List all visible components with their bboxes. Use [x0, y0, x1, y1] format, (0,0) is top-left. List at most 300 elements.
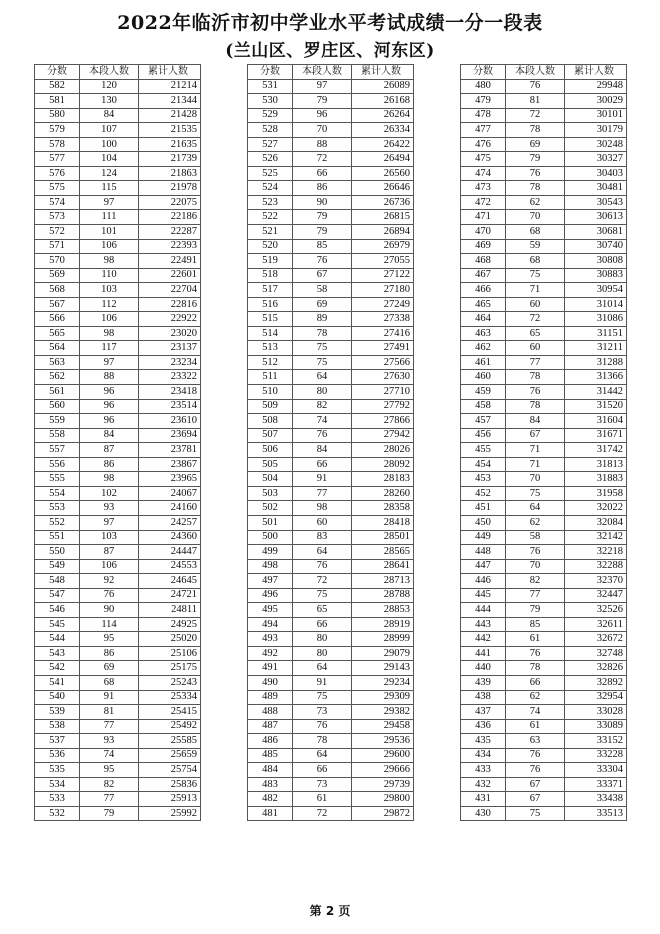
score-cell: 579: [35, 123, 80, 138]
table-row: [35, 210, 201, 225]
cumulative-count-cell: 28713: [352, 574, 414, 589]
segment-count-cell: 78: [506, 181, 565, 196]
segment-count-cell: 72: [293, 806, 352, 821]
table-row: [461, 486, 627, 501]
table-row: [461, 268, 627, 283]
table-row: [248, 152, 414, 167]
score-cell: 431: [461, 792, 506, 807]
table-row: [35, 545, 201, 560]
cumulative-count-cell: 31883: [565, 472, 627, 487]
score-cell: 457: [461, 414, 506, 429]
segment-count-cell: 67: [506, 792, 565, 807]
cumulative-count-cell: 28999: [352, 632, 414, 647]
score-cell: 576: [35, 166, 80, 181]
table-row: [461, 428, 627, 443]
cumulative-count-cell: 22922: [139, 312, 201, 327]
table-row: [248, 545, 414, 560]
table-row: [248, 283, 414, 298]
table-row: [248, 763, 414, 778]
segment-count-cell: 59: [506, 239, 565, 254]
table-row: [35, 268, 201, 283]
cumulative-count-cell: 22601: [139, 268, 201, 283]
segment-count-cell: 85: [293, 239, 352, 254]
table-row: [461, 617, 627, 632]
score-cell: 448: [461, 545, 506, 560]
cumulative-count-cell: 30481: [565, 181, 627, 196]
cumulative-count-cell: 24645: [139, 574, 201, 589]
table-row: [35, 603, 201, 618]
score-cell: 430: [461, 806, 506, 821]
segment-count-cell: 89: [293, 312, 352, 327]
segment-count-cell: 60: [506, 341, 565, 356]
score-cell: 502: [248, 501, 293, 516]
segment-count-cell: 79: [506, 603, 565, 618]
table-row: [461, 283, 627, 298]
segment-count-cell: 98: [80, 254, 139, 269]
score-cell: 560: [35, 399, 80, 414]
segment-count-cell: 130: [80, 94, 139, 109]
table-row: [35, 690, 201, 705]
segment-count-cell: 61: [506, 719, 565, 734]
cumulative-count-cell: 32672: [565, 632, 627, 647]
table-row: [461, 661, 627, 676]
segment-count-cell: 76: [506, 385, 565, 400]
segment-count-cell: 68: [506, 225, 565, 240]
score-cell: 575: [35, 181, 80, 196]
score-cell: 437: [461, 705, 506, 720]
score-cell: 541: [35, 675, 80, 690]
segment-count-cell: 82: [80, 777, 139, 792]
score-cell: 537: [35, 734, 80, 749]
score-cell: 552: [35, 515, 80, 530]
score-cell: 497: [248, 574, 293, 589]
cumulative-count-cell: 27416: [352, 326, 414, 341]
table-row: [35, 443, 201, 458]
segment-count-cell: 96: [293, 108, 352, 123]
table-row: [35, 705, 201, 720]
table-row: [248, 792, 414, 807]
table-row: [248, 385, 414, 400]
table-row: [461, 225, 627, 240]
table-row: [35, 239, 201, 254]
table-body: [35, 79, 201, 821]
score-cell: 559: [35, 414, 80, 429]
segment-count-cell: 75: [506, 268, 565, 283]
score-cell: 555: [35, 472, 80, 487]
cumulative-count-cell: 31288: [565, 355, 627, 370]
score-cell: 472: [461, 195, 506, 210]
segment-count-cell: 62: [506, 690, 565, 705]
cumulative-count-cell: 26264: [352, 108, 414, 123]
score-cell: 480: [461, 79, 506, 94]
cumulative-count-cell: 28026: [352, 443, 414, 458]
table-row: [248, 225, 414, 240]
segment-count-cell: 61: [293, 792, 352, 807]
table-row: [461, 166, 627, 181]
score-cell: 447: [461, 559, 506, 574]
segment-count-cell: 82: [506, 574, 565, 589]
table-row: [35, 123, 201, 138]
score-cell: 500: [248, 530, 293, 545]
table-row: [35, 472, 201, 487]
segment-count-cell: 97: [80, 515, 139, 530]
score-cell: 553: [35, 501, 80, 516]
cumulative-count-cell: 25415: [139, 705, 201, 720]
table-row: [248, 297, 414, 312]
table-row: [461, 312, 627, 327]
segment-count-cell: 76: [506, 79, 565, 94]
segment-count-cell: 90: [80, 603, 139, 618]
header-cumulative-count: 累计人数: [565, 65, 627, 80]
table-row: [461, 574, 627, 589]
cumulative-count-cell: 33304: [565, 763, 627, 778]
segment-count-cell: 76: [80, 588, 139, 603]
cumulative-count-cell: 24447: [139, 545, 201, 560]
score-cell: 546: [35, 603, 80, 618]
cumulative-count-cell: 26815: [352, 210, 414, 225]
table-row: [35, 574, 201, 589]
cumulative-count-cell: 28183: [352, 472, 414, 487]
score-cell: 436: [461, 719, 506, 734]
segment-count-cell: 79: [293, 94, 352, 109]
cumulative-count-cell: 29872: [352, 806, 414, 821]
table-row: [461, 515, 627, 530]
cumulative-count-cell: 31442: [565, 385, 627, 400]
score-cell: 474: [461, 166, 506, 181]
segment-count-cell: 76: [506, 763, 565, 778]
cumulative-count-cell: 29143: [352, 661, 414, 676]
table-row: [35, 763, 201, 778]
cumulative-count-cell: 32218: [565, 545, 627, 560]
segment-count-cell: 81: [506, 94, 565, 109]
table-row: [248, 254, 414, 269]
segment-count-cell: 68: [80, 675, 139, 690]
score-table: [460, 64, 627, 821]
segment-count-cell: 97: [80, 195, 139, 210]
segment-count-cell: 72: [506, 108, 565, 123]
table-row: [35, 341, 201, 356]
header-score: 分数: [35, 65, 80, 80]
segment-count-cell: 58: [506, 530, 565, 545]
score-cell: 452: [461, 486, 506, 501]
cumulative-count-cell: 23234: [139, 355, 201, 370]
segment-count-cell: 85: [506, 617, 565, 632]
table-row: [248, 486, 414, 501]
cumulative-count-cell: 32954: [565, 690, 627, 705]
score-cell: 443: [461, 617, 506, 632]
table-row: [35, 414, 201, 429]
cumulative-count-cell: 29458: [352, 719, 414, 734]
header-segment-count: 本段人数: [80, 65, 139, 80]
segment-count-cell: 76: [293, 719, 352, 734]
table-body: [461, 79, 627, 821]
header-segment-count: 本段人数: [506, 65, 565, 80]
table-row: [248, 472, 414, 487]
segment-count-cell: 95: [80, 763, 139, 778]
score-cell: 547: [35, 588, 80, 603]
table-row: [35, 734, 201, 749]
segment-count-cell: 112: [80, 297, 139, 312]
cumulative-count-cell: 24811: [139, 603, 201, 618]
table-row: [461, 646, 627, 661]
score-cell: 525: [248, 166, 293, 181]
segment-count-cell: 66: [293, 166, 352, 181]
score-cell: 453: [461, 472, 506, 487]
cumulative-count-cell: 26089: [352, 79, 414, 94]
cumulative-count-cell: 22816: [139, 297, 201, 312]
cumulative-count-cell: 24257: [139, 515, 201, 530]
cumulative-count-cell: 27566: [352, 355, 414, 370]
segment-count-cell: 76: [506, 748, 565, 763]
table-row: [248, 195, 414, 210]
score-cell: 564: [35, 341, 80, 356]
cumulative-count-cell: 29739: [352, 777, 414, 792]
segment-count-cell: 120: [80, 79, 139, 94]
cumulative-count-cell: 23867: [139, 457, 201, 472]
score-cell: 526: [248, 152, 293, 167]
document-title: 2022年临沂市初中学业水平考试成绩一分一段表: [117, 12, 543, 34]
cumulative-count-cell: 32826: [565, 661, 627, 676]
cumulative-count-cell: 30543: [565, 195, 627, 210]
table-row: [461, 94, 627, 109]
cumulative-count-cell: 22393: [139, 239, 201, 254]
score-cell: 539: [35, 705, 80, 720]
score-cell: 471: [461, 210, 506, 225]
cumulative-count-cell: 33371: [565, 777, 627, 792]
cumulative-count-cell: 22704: [139, 283, 201, 298]
segment-count-cell: 80: [293, 385, 352, 400]
score-cell: 492: [248, 646, 293, 661]
score-cell: 569: [35, 268, 80, 283]
cumulative-count-cell: 26168: [352, 94, 414, 109]
segment-count-cell: 115: [80, 181, 139, 196]
table-row: [461, 108, 627, 123]
score-cell: 510: [248, 385, 293, 400]
table-row: [461, 79, 627, 94]
score-cell: 524: [248, 181, 293, 196]
segment-count-cell: 80: [293, 646, 352, 661]
table-row: [248, 705, 414, 720]
table-row: [461, 734, 627, 749]
cumulative-count-cell: 27122: [352, 268, 414, 283]
score-cell: 543: [35, 646, 80, 661]
table-row: [461, 181, 627, 196]
table-row: [461, 806, 627, 821]
cumulative-count-cell: 29600: [352, 748, 414, 763]
cumulative-count-cell: 26646: [352, 181, 414, 196]
cumulative-count-cell: 27710: [352, 385, 414, 400]
cumulative-count-cell: 28919: [352, 617, 414, 632]
cumulative-count-cell: 26422: [352, 137, 414, 152]
segment-count-cell: 72: [293, 152, 352, 167]
segment-count-cell: 66: [506, 675, 565, 690]
table-row: [248, 646, 414, 661]
score-cell: 515: [248, 312, 293, 327]
segment-count-cell: 91: [293, 472, 352, 487]
score-cell: 533: [35, 792, 80, 807]
table-row: [248, 632, 414, 647]
cumulative-count-cell: 29309: [352, 690, 414, 705]
score-cell: 465: [461, 297, 506, 312]
score-cell: 571: [35, 239, 80, 254]
table-row: [461, 195, 627, 210]
table-row: [461, 210, 627, 225]
cumulative-count-cell: 25175: [139, 661, 201, 676]
table-row: [461, 632, 627, 647]
segment-count-cell: 88: [293, 137, 352, 152]
segment-count-cell: 86: [293, 181, 352, 196]
cumulative-count-cell: 29079: [352, 646, 414, 661]
segment-count-cell: 63: [506, 734, 565, 749]
segment-count-cell: 67: [293, 268, 352, 283]
cumulative-count-cell: 33438: [565, 792, 627, 807]
score-cell: 466: [461, 283, 506, 298]
table-row: [248, 210, 414, 225]
segment-count-cell: 82: [293, 399, 352, 414]
segment-count-cell: 64: [506, 501, 565, 516]
cumulative-count-cell: 22075: [139, 195, 201, 210]
cumulative-count-cell: 31958: [565, 486, 627, 501]
score-cell: 434: [461, 748, 506, 763]
segment-count-cell: 73: [293, 777, 352, 792]
cumulative-count-cell: 23418: [139, 385, 201, 400]
score-cell: 467: [461, 268, 506, 283]
table-row: [248, 443, 414, 458]
score-cell: 520: [248, 239, 293, 254]
table-row: [35, 181, 201, 196]
score-cell: 449: [461, 530, 506, 545]
cumulative-count-cell: 30029: [565, 94, 627, 109]
cumulative-count-cell: 23781: [139, 443, 201, 458]
segment-count-cell: 64: [293, 748, 352, 763]
table-row: [248, 326, 414, 341]
cumulative-count-cell: 22186: [139, 210, 201, 225]
segment-count-cell: 69: [506, 137, 565, 152]
table-row: [248, 530, 414, 545]
segment-count-cell: 88: [80, 370, 139, 385]
header-score: 分数: [461, 65, 506, 80]
table-row: [461, 472, 627, 487]
cumulative-count-cell: 27792: [352, 399, 414, 414]
table-row: [248, 690, 414, 705]
cumulative-count-cell: 26894: [352, 225, 414, 240]
score-cell: 536: [35, 748, 80, 763]
segment-count-cell: 92: [80, 574, 139, 589]
table-row: [35, 457, 201, 472]
score-cell: 486: [248, 734, 293, 749]
segment-count-cell: 72: [293, 574, 352, 589]
segment-count-cell: 75: [293, 355, 352, 370]
score-cell: 540: [35, 690, 80, 705]
cumulative-count-cell: 29666: [352, 763, 414, 778]
table-row: [35, 559, 201, 574]
score-cell: 469: [461, 239, 506, 254]
score-cell: 580: [35, 108, 80, 123]
segment-count-cell: 110: [80, 268, 139, 283]
score-cell: 544: [35, 632, 80, 647]
table-row: [35, 806, 201, 821]
table-row: [461, 341, 627, 356]
segment-count-cell: 93: [80, 734, 139, 749]
table-row: [35, 501, 201, 516]
score-cell: 516: [248, 297, 293, 312]
cumulative-count-cell: 25020: [139, 632, 201, 647]
score-cell: 507: [248, 428, 293, 443]
table-row: [35, 152, 201, 167]
segment-count-cell: 98: [293, 501, 352, 516]
score-cell: 461: [461, 355, 506, 370]
segment-count-cell: 106: [80, 559, 139, 574]
score-cell: 528: [248, 123, 293, 138]
table-row: [35, 428, 201, 443]
cumulative-count-cell: 24553: [139, 559, 201, 574]
score-cell: 501: [248, 515, 293, 530]
table-row: [461, 385, 627, 400]
score-cell: 433: [461, 763, 506, 778]
segment-count-cell: 102: [80, 486, 139, 501]
table-row: [248, 268, 414, 283]
segment-count-cell: 95: [80, 632, 139, 647]
segment-count-cell: 64: [293, 661, 352, 676]
segment-count-cell: 104: [80, 152, 139, 167]
table-row: [35, 530, 201, 545]
score-cell: 573: [35, 210, 80, 225]
segment-count-cell: 111: [80, 210, 139, 225]
score-cell: 577: [35, 152, 80, 167]
cumulative-count-cell: 32288: [565, 559, 627, 574]
header-score: 分数: [248, 65, 293, 80]
cumulative-count-cell: 30954: [565, 283, 627, 298]
segment-count-cell: 69: [293, 297, 352, 312]
segment-count-cell: 66: [293, 457, 352, 472]
table-row: [461, 297, 627, 312]
segment-count-cell: 70: [506, 472, 565, 487]
segment-count-cell: 77: [293, 486, 352, 501]
segment-count-cell: 106: [80, 312, 139, 327]
segment-count-cell: 78: [506, 370, 565, 385]
document-subtitle: (兰山区、罗庄区、河东区): [225, 41, 435, 61]
score-cell: 454: [461, 457, 506, 472]
table-header-row: [248, 65, 414, 80]
score-cell: 476: [461, 137, 506, 152]
cumulative-count-cell: 21978: [139, 181, 201, 196]
table-row: [248, 515, 414, 530]
table-row: [35, 792, 201, 807]
table-row: [248, 355, 414, 370]
cumulative-count-cell: 30883: [565, 268, 627, 283]
cumulative-count-cell: 23322: [139, 370, 201, 385]
segment-count-cell: 76: [293, 254, 352, 269]
segment-count-cell: 77: [80, 792, 139, 807]
score-cell: 487: [248, 719, 293, 734]
segment-count-cell: 83: [293, 530, 352, 545]
header-cumulative-count: 累计人数: [352, 65, 414, 80]
cumulative-count-cell: 23514: [139, 399, 201, 414]
score-cell: 475: [461, 152, 506, 167]
table-row: [248, 181, 414, 196]
segment-count-cell: 91: [80, 690, 139, 705]
cumulative-count-cell: 23694: [139, 428, 201, 443]
cumulative-count-cell: 27942: [352, 428, 414, 443]
cumulative-count-cell: 32022: [565, 501, 627, 516]
table-row: [35, 94, 201, 109]
header-cumulative-count: 累计人数: [139, 65, 201, 80]
table-row: [461, 792, 627, 807]
table-row: [248, 617, 414, 632]
score-table-column-2: [247, 64, 414, 821]
segment-count-cell: 79: [293, 225, 352, 240]
cumulative-count-cell: 26560: [352, 166, 414, 181]
